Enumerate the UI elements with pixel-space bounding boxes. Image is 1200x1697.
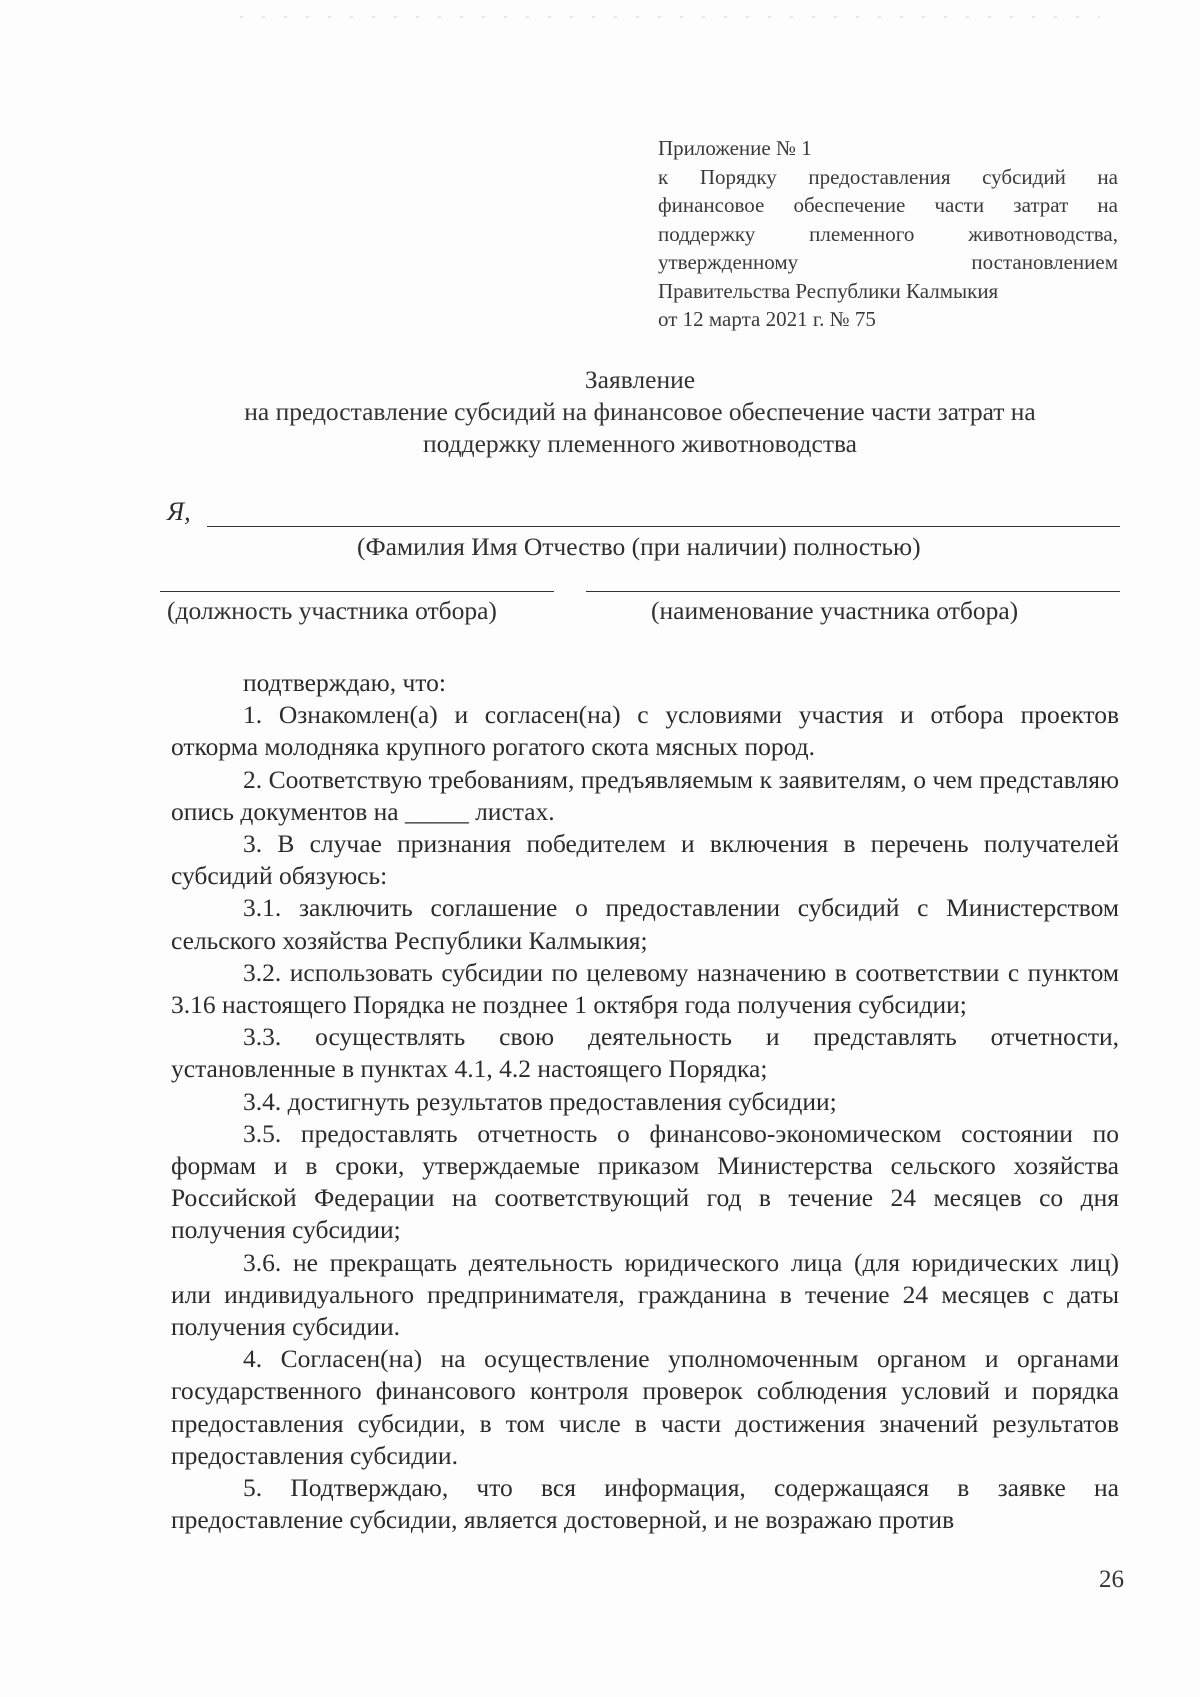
title-line: поддержку племенного животноводства xyxy=(422,429,857,458)
body-paragraph: 5. Подтверждаю, что вся информация, содержащаяся в заявке на предоставление субсидии, является достоверной, и не возражаю против xyxy=(171,1473,1119,1535)
title-line: Заявление xyxy=(584,365,696,394)
body-paragraph: 3.6. не прекращать деятельность юридического лица (для юридических лиц) или индивидуального предпринимателя, гражданина в течение 24 месяцев с даты получения субсидии. xyxy=(171,1247,1119,1342)
title-line: на предоставление субсидий на финансовое обеспечение части затрат на xyxy=(244,397,1036,426)
appendix-line: Приложение № 1 xyxy=(658,136,812,160)
body-paragraph: 3.2. использовать субсидии по целевому назначению в соответствии с пунктом 3.16 настоящего Порядка не позднее 1 октября года получения субсидии; xyxy=(171,957,1119,1020)
body-paragraph: подтверждаю, что: xyxy=(243,668,446,697)
appendix-line: к Порядку предоставления субсидий на xyxy=(658,164,1118,189)
body-paragraph: 3.1. заключить соглашение о предоставлении субсидий с Министерством сельского хозяйства Республики Калмыкия; xyxy=(171,893,1119,955)
appendix-note xyxy=(658,134,1118,334)
body-paragraph: 1. Ознакомлен(а) и согласен(на) с условиями участия и отбора проектов откорма молодняка крупного рогатого скота мясных пород. xyxy=(171,700,1119,762)
body-paragraph: 3.3. осуществлять свою деятельность и представлять отчетности, установленные в пунктах 4.1, 4.2 настоящего Порядка; xyxy=(171,1022,1119,1084)
body-paragraph: 3. В случае признания победителем и включения в перечень получателей субсидий обязуюсь: xyxy=(171,829,1119,891)
appendix-line: утвержденному постановлением xyxy=(658,250,1118,274)
page-number: 26 xyxy=(1099,1566,1124,1593)
body-paragraph: 3.5. предоставлять отчетность о финансово-экономическом состоянии по формам и в сроки, утверждаемые приказом Министерства сельского хозяйства Российской Федерации на соответствующий год в течение 24 месяцев со дня получения субсидии; xyxy=(171,1118,1119,1245)
appendix-line: финансовое обеспечение части затрат на xyxy=(658,193,1118,217)
document-body xyxy=(171,667,1119,1536)
name-caption: (наименование участника отбора) xyxy=(651,596,1019,625)
position-fill-line xyxy=(160,591,554,592)
applicant-prefix: Я, xyxy=(167,497,191,526)
fio-caption: (Фамилия Имя Отчество (при наличии) полностью) xyxy=(357,532,921,561)
body-paragraph: 3.4. достигнуть результатов предоставления субсидии; xyxy=(243,1086,837,1116)
appendix-line: от 12 марта 2021 г. № 75 xyxy=(658,307,876,331)
appendix-line: поддержку племенного животноводства, xyxy=(658,221,1118,246)
document-title xyxy=(150,364,1130,460)
position-caption: (должность участника отбора) xyxy=(167,596,497,625)
scan-noise xyxy=(240,16,1100,18)
fio-fill-line xyxy=(207,526,1120,527)
body-paragraph: 2. Соответствую требованиям, предъявляемым к заявителям, о чем представляю опись документов на _____ листах. xyxy=(171,764,1119,826)
appendix-line: Правительства Республики Калмыкия xyxy=(658,278,999,303)
body-paragraph: 4. Согласен(на) на осуществление уполномоченным органом и органами государственного финансового контроля проверок соблюдения условий и порядка предоставления субсидии, в том числе в части достижения значений результатов предоставления субсидии. xyxy=(171,1344,1119,1470)
name-fill-line xyxy=(586,591,1120,592)
